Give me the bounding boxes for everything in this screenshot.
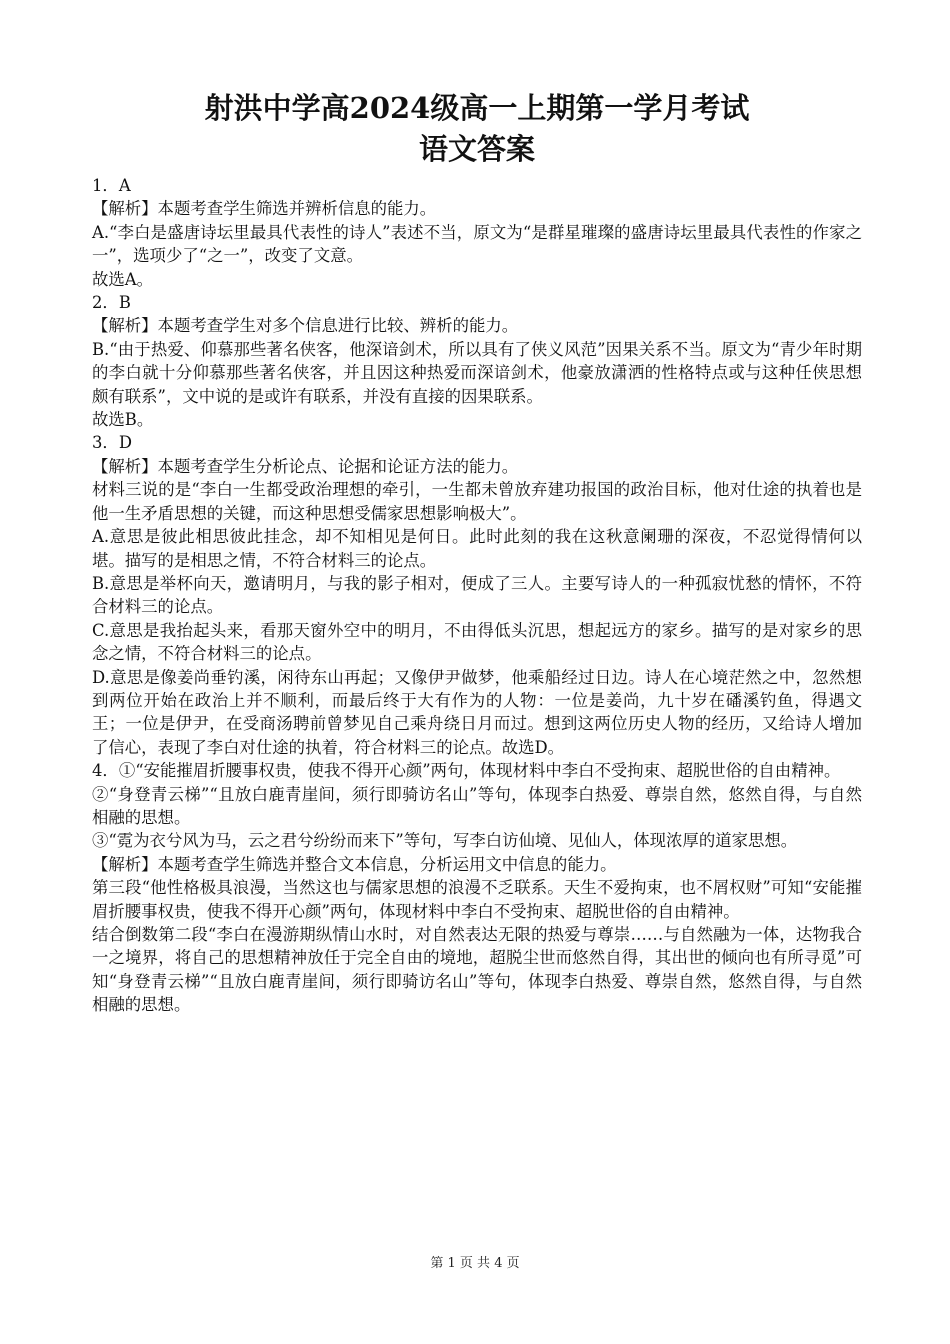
document-subtitle: 语文答案: [418, 132, 535, 166]
answer-paragraph: 结合倒数第二段“李白在漫游期纵情山水时，对自然表达无限的热爱与尊崇……与自然融为一体，达物我合一之境界，将自己的思想精神放任于完全自由的境地，超脱尘世而悠然自得，其出世的倾向也有所寻觅”可知“身登青云梯”“且放白鹿青崖间，须行即骑访名山”等句，体现李白热爱、尊崇自然，悠然自得，与自然相融的思想。: [92, 925, 862, 1015]
answer-paragraph: B.“由于热爱、仰慕那些著名侠客，他深谙剑术，所以具有了侠义风范”因果关系不当。原文为“青少年时期的李白就十分仰慕那些著名侠客，并且因这种热爱而深谙剑术，他豪放潇洒的性格特点或与这种任侠思想颇有联系”，文中说的是或许有联系，并没有直接的因果联系。: [92, 339, 862, 406]
answer-paragraph: 第三段“他性格极具浪漫，当然这也与儒家思想的浪漫不乏联系。天生不爱拘束，也不屑权财”可知“安能摧眉折腰事权贵，使我不得开心颜”两句，体现材料中李白不受拘束、超脱世俗的自由精神。: [92, 878, 862, 921]
answer-paragraph: C.意思是我抬起头来，看那天窗外空中的明月，不由得低头沉思，想起远方的家乡。描写的是对家乡的思念之情，不符合材料三的论点。: [92, 620, 862, 664]
answer-paragraph: D.意思是像姜尚垂钓溪，闲待东山再起；又像伊尹做梦，他乘船经过日边。诗人在心境茫然之中，忽然想到两位开始在政治上并不顺利，而最后终于大有作为的人物：一位是姜尚，九十岁在磻溪钓鱼，得遇文王；一位是伊尹，在受商汤聘前曾梦见自己乘舟绕日月而过。想到这两位历史人物的经历，又给诗人增加了信心，表现了李白对仕途的执着，符合材料三的论点。故选D。: [92, 667, 862, 757]
document-page: [92, 88, 862, 1017]
answer-paragraph: 2．B: [92, 293, 131, 313]
answer-paragraph: ②“身登青云梯”“且放白鹿青崖间，须行即骑访名山”等句，体现李白热爱、尊崇自然，悠然自得，与自然相融的思想。: [92, 784, 862, 827]
answer-paragraph: 3．D: [92, 433, 132, 453]
answer-paragraph: 1．A: [92, 176, 131, 195]
answer-content: [92, 174, 862, 1017]
document-title: 射洪中学高2024级高一上期第一学月考试: [204, 91, 750, 125]
answer-paragraph: A.意思是彼此相思彼此挂念，却不知相见是何日。此时此刻的我在这秋意阑珊的深夜，不忍觉得情何以堪。描写的是相思之情，不符合材料三的论点。: [92, 527, 862, 570]
answer-paragraph: 故选A。: [92, 269, 154, 289]
answer-paragraph: 【解析】本题考查学生筛选并辨析信息的能力。: [92, 199, 437, 219]
answer-paragraph: 4．①“安能摧眉折腰事权贵，使我不得开心颜”两句，体现材料中李白不受拘束、超脱世俗的自由精神。: [92, 761, 841, 781]
answer-paragraph: A.“李白是盛唐诗坛里最具代表性的诗人”表述不当，原文为“是群星璀璨的盛唐诗坛里最具代表性的作家之一”，选项少了“之一”，改变了文意。: [92, 222, 862, 266]
answer-paragraph: 故选B。: [92, 410, 154, 430]
answer-paragraph: ③“霓为衣兮风为马，云之君兮纷纷而来下”等句，写李白访仙境、见仙人，体现浓厚的道家思想。: [92, 831, 798, 851]
page-number: 第 1 页 共 4 页: [430, 1256, 520, 1271]
answer-paragraph: 【解析】本题考查学生分析论点、论据和论证方法的能力。: [92, 456, 519, 476]
answer-paragraph: B.意思是举杯向天，邀请明月，与我的影子相对，便成了三人。主要写诗人的一种孤寂忧愁的情怀，不符合材料三的论点。: [92, 573, 862, 617]
answer-paragraph: 【解析】本题考查学生对多个信息进行比较、辨析的能力。: [92, 316, 519, 336]
answer-paragraph: 【解析】本题考查学生筛选并整合文本信息，分析运用文中信息的能力。: [92, 854, 617, 874]
answer-paragraph: 材料三说的是“李白一生都受政治理想的牵引，一生都未曾放弃建功报国的政治目标，他对仕途的执着也是他一生矛盾思想的关键，而这种思想受儒家思想影响极大”。: [92, 480, 862, 523]
